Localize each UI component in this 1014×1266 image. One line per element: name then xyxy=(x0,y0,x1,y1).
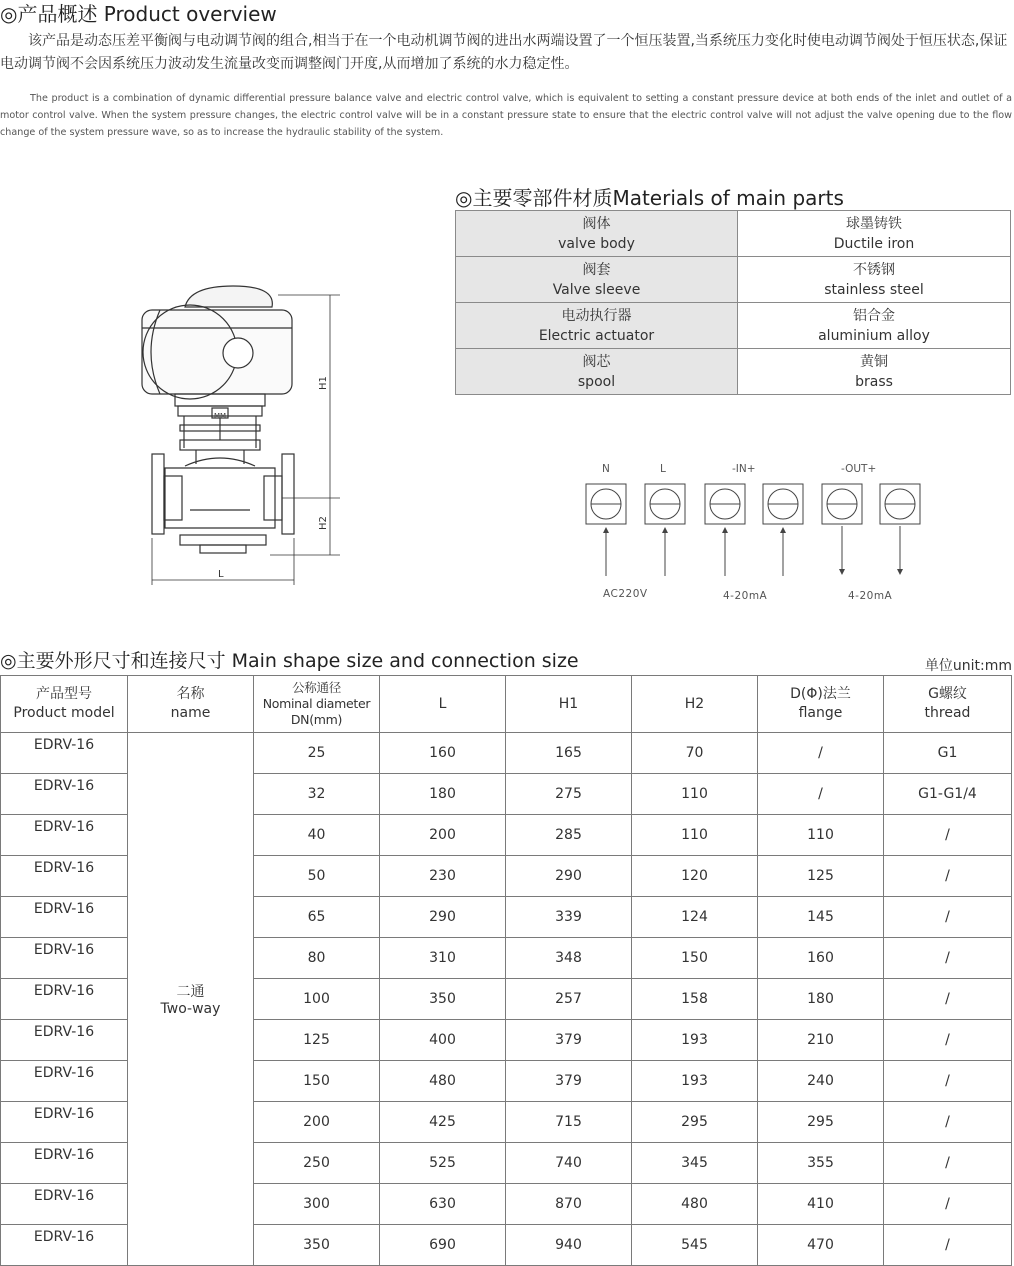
header-thread: G螺纹 thread xyxy=(884,676,1012,733)
header-h1: H1 xyxy=(506,676,632,733)
l-cell: 630 xyxy=(380,1184,506,1225)
flange-cell: / xyxy=(758,733,884,774)
terminal-n xyxy=(586,484,626,524)
h1-cell: 339 xyxy=(506,897,632,938)
materials-title: ◎主要零部件材质Materials of main parts xyxy=(455,186,844,210)
terminal-out-plus xyxy=(880,484,920,524)
model-cell: EDRV-16 xyxy=(1,938,128,979)
table-row xyxy=(456,211,1011,257)
material-cell: 不锈钢 stainless steel xyxy=(738,257,1011,303)
terminal-l xyxy=(645,484,685,524)
table-row xyxy=(456,349,1011,395)
thread-cell: / xyxy=(884,856,1012,897)
dn-cell: 350 xyxy=(254,1225,380,1266)
terminal-label-n: N xyxy=(602,463,610,475)
table-row xyxy=(1,733,1012,774)
h1-cell: 940 xyxy=(506,1225,632,1266)
model-cell: EDRV-16 xyxy=(1,1143,128,1184)
dn-cell: 250 xyxy=(254,1143,380,1184)
h2-cell: 480 xyxy=(632,1184,758,1225)
h1-cell: 740 xyxy=(506,1143,632,1184)
h2-cell: 110 xyxy=(632,774,758,815)
flange-cell: / xyxy=(758,774,884,815)
model-cell: EDRV-16 xyxy=(1,1061,128,1102)
table-row xyxy=(456,303,1011,349)
h2-cell: 70 xyxy=(632,733,758,774)
flange-cell: 470 xyxy=(758,1225,884,1266)
h2-cell: 345 xyxy=(632,1143,758,1184)
flange-cell: 125 xyxy=(758,856,884,897)
h1-cell: 275 xyxy=(506,774,632,815)
flange-cell: 145 xyxy=(758,897,884,938)
h2-cell: 158 xyxy=(632,979,758,1020)
h1-cell: 379 xyxy=(506,1061,632,1102)
flange-cell: 180 xyxy=(758,979,884,1020)
thread-cell: / xyxy=(884,1184,1012,1225)
table-row xyxy=(456,257,1011,303)
model-cell: EDRV-16 xyxy=(1,1225,128,1266)
terminal-in-minus xyxy=(705,484,745,524)
h1-cell: 165 xyxy=(506,733,632,774)
dimensions-title: ◎主要外形尺寸和连接尺寸 Main shape size and connection size xyxy=(0,650,579,672)
l-cell: 200 xyxy=(380,815,506,856)
header-l: L xyxy=(380,676,506,733)
materials-table xyxy=(455,210,1011,395)
h2-cell: 545 xyxy=(632,1225,758,1266)
h2-cell: 295 xyxy=(632,1102,758,1143)
thread-cell: / xyxy=(884,938,1012,979)
thread-cell: G1 xyxy=(884,733,1012,774)
dn-cell: 80 xyxy=(254,938,380,979)
thread-cell: / xyxy=(884,1020,1012,1061)
overview-en-text: The product is a combination of dynamic differential pressure balance valve and electric control valve, which is equivalent to setting a constant pressure device at both ends of the inlet and outlet of a motor control valve. When the system pressure changes, the electric control valve will be in a constant pressure state to ensure that the electric control valve will not adjust the valve opening due to the flow change of the system pressure wave, so as to increase the hydraulic stability of the system. xyxy=(0,93,1012,138)
model-cell: EDRV-16 xyxy=(1,856,128,897)
model-cell: EDRV-16 xyxy=(1,897,128,938)
material-cell: 黄铜 brass xyxy=(738,349,1011,395)
l-cell: 160 xyxy=(380,733,506,774)
thread-cell: / xyxy=(884,1102,1012,1143)
terminal-label-l: L xyxy=(660,463,666,475)
flange-cell: 240 xyxy=(758,1061,884,1102)
name-cell: 二通 Two-way xyxy=(128,733,254,1266)
terminal-out-minus xyxy=(822,484,862,524)
signal-out-4-20ma: 4-20mA xyxy=(848,590,893,602)
flange-cell: 110 xyxy=(758,815,884,856)
dn-cell: 200 xyxy=(254,1102,380,1143)
h1-cell: 285 xyxy=(506,815,632,856)
thread-cell: / xyxy=(884,1061,1012,1102)
dn-cell: 150 xyxy=(254,1061,380,1102)
dn-cell: 125 xyxy=(254,1020,380,1061)
unit-label: 单位unit:mm xyxy=(924,658,1012,674)
wiring-diagram xyxy=(580,478,930,588)
h2-cell: 124 xyxy=(632,897,758,938)
terminal-in-plus xyxy=(763,484,803,524)
terminal-label-out: -OUT+ xyxy=(841,463,877,475)
valve-drawing xyxy=(130,280,360,590)
part-cell: 阀套 Valve sleeve xyxy=(456,257,738,303)
l-cell: 400 xyxy=(380,1020,506,1061)
dim-h2-label: H2 xyxy=(318,516,329,530)
l-cell: 525 xyxy=(380,1143,506,1184)
thread-cell: / xyxy=(884,979,1012,1020)
drawing-badge: MM xyxy=(214,412,227,420)
thread-cell: / xyxy=(884,1225,1012,1266)
part-cell: 阀芯 spool xyxy=(456,349,738,395)
h1-cell: 870 xyxy=(506,1184,632,1225)
header-model: 产品型号 Product model xyxy=(1,676,128,733)
header-flange: D(Φ)法兰 flange xyxy=(758,676,884,733)
dn-cell: 65 xyxy=(254,897,380,938)
l-cell: 310 xyxy=(380,938,506,979)
part-cell: 阀体 valve body xyxy=(456,211,738,257)
flange-cell: 160 xyxy=(758,938,884,979)
dn-cell: 300 xyxy=(254,1184,380,1225)
dimensions-table xyxy=(0,675,1012,1266)
material-cell: 球墨铸铁 Ductile iron xyxy=(738,211,1011,257)
model-cell: EDRV-16 xyxy=(1,733,128,774)
h1-cell: 348 xyxy=(506,938,632,979)
l-cell: 690 xyxy=(380,1225,506,1266)
dn-cell: 100 xyxy=(254,979,380,1020)
h1-cell: 379 xyxy=(506,1020,632,1061)
l-cell: 230 xyxy=(380,856,506,897)
l-cell: 290 xyxy=(380,897,506,938)
flange-cell: 355 xyxy=(758,1143,884,1184)
model-cell: EDRV-16 xyxy=(1,774,128,815)
model-cell: EDRV-16 xyxy=(1,1020,128,1061)
h1-cell: 257 xyxy=(506,979,632,1020)
thread-cell: / xyxy=(884,897,1012,938)
terminal-label-in: -IN+ xyxy=(732,463,756,475)
dim-l-label: L xyxy=(218,569,224,580)
l-cell: 480 xyxy=(380,1061,506,1102)
h1-cell: 290 xyxy=(506,856,632,897)
h1-cell: 715 xyxy=(506,1102,632,1143)
table-header-row xyxy=(1,676,1012,733)
signal-in-4-20ma: 4-20mA xyxy=(723,590,768,602)
h2-cell: 110 xyxy=(632,815,758,856)
model-cell: EDRV-16 xyxy=(1,1184,128,1225)
dn-cell: 25 xyxy=(254,733,380,774)
model-cell: EDRV-16 xyxy=(1,815,128,856)
dn-cell: 50 xyxy=(254,856,380,897)
dn-cell: 32 xyxy=(254,774,380,815)
l-cell: 180 xyxy=(380,774,506,815)
thread-cell: G1-G1/4 xyxy=(884,774,1012,815)
l-cell: 350 xyxy=(380,979,506,1020)
flange-cell: 295 xyxy=(758,1102,884,1143)
overview-title: ◎产品概述 Product overview xyxy=(0,2,277,26)
dim-h1-label: H1 xyxy=(318,376,329,390)
model-cell: EDRV-16 xyxy=(1,979,128,1020)
signal-ac220v: AC220V xyxy=(603,588,648,600)
h2-cell: 193 xyxy=(632,1061,758,1102)
header-name: 名称 name xyxy=(128,676,254,733)
dn-cell: 40 xyxy=(254,815,380,856)
h2-cell: 150 xyxy=(632,938,758,979)
h2-cell: 120 xyxy=(632,856,758,897)
header-dn: 公称通径 Nominal diameter DN(mm) xyxy=(254,676,380,733)
model-cell: EDRV-16 xyxy=(1,1102,128,1143)
l-cell: 425 xyxy=(380,1102,506,1143)
thread-cell: / xyxy=(884,1143,1012,1184)
h2-cell: 193 xyxy=(632,1020,758,1061)
material-cell: 铝合金 aluminium alloy xyxy=(738,303,1011,349)
thread-cell: / xyxy=(884,815,1012,856)
flange-cell: 210 xyxy=(758,1020,884,1061)
overview-cn-text: 该产品是动态压差平衡阀与电动调节阀的组合,相当于在一个电动机调节阀的进出水两端设置了一个恒压装置,当系统压力变化时使电动调节阀处于恒压状态,保证电动调节阀不会因系统压力波动发生流量改变而调整阀门开度,从而增加了系统的水力稳定性。 xyxy=(0,33,1008,72)
part-cell: 电动执行器 Electric actuator xyxy=(456,303,738,349)
header-h2: H2 xyxy=(632,676,758,733)
flange-cell: 410 xyxy=(758,1184,884,1225)
